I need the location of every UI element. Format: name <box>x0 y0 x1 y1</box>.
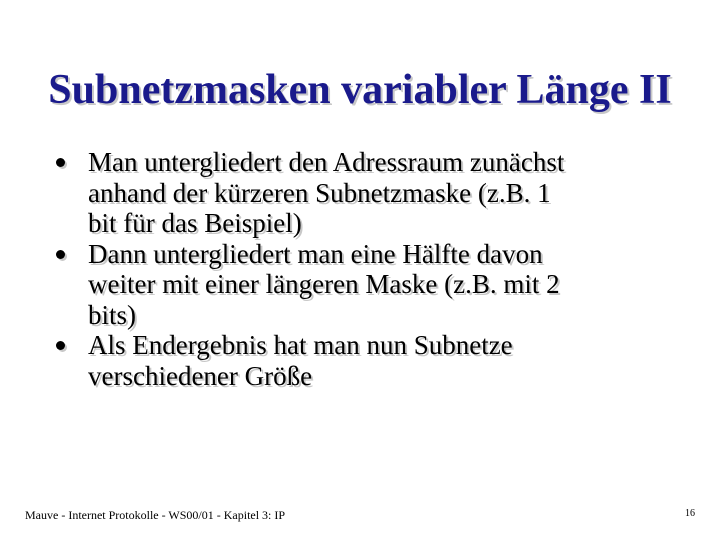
slide-title: Subnetzmasken variabler Länge II <box>48 67 672 114</box>
bullet-line: Dann untergliedert man eine Hälfte davon <box>88 238 543 269</box>
bullet-list <box>52 147 672 391</box>
bullet-line: Man untergliedert den Adressraum zunächst <box>88 147 565 177</box>
bullet-item <box>52 239 672 331</box>
bullet-line: bits) <box>88 299 137 330</box>
bullet-line: weiter mit einer längeren Maske (z.B. mit 2 <box>88 269 560 299</box>
bullet-dot-icon <box>56 158 65 167</box>
bullet-line: Als Endergebnis hat man nun Subnetze <box>88 330 513 360</box>
page-number: 16 <box>685 508 695 519</box>
bullet-dot-icon <box>56 250 65 259</box>
bullet-line: verschiedener Größe <box>88 360 313 391</box>
slide-footer: Mauve - Internet Protokolle - WS00/01 - Kapitel 3: IP <box>25 508 286 522</box>
bullet-item <box>52 147 672 239</box>
bullet-item <box>52 330 672 391</box>
bullet-line: anhand der kürzeren Subnetzmaske (z.B. 1 <box>88 177 551 208</box>
bullet-line: bit für das Beispiel) <box>88 208 302 238</box>
bullet-dot-icon <box>56 341 65 350</box>
